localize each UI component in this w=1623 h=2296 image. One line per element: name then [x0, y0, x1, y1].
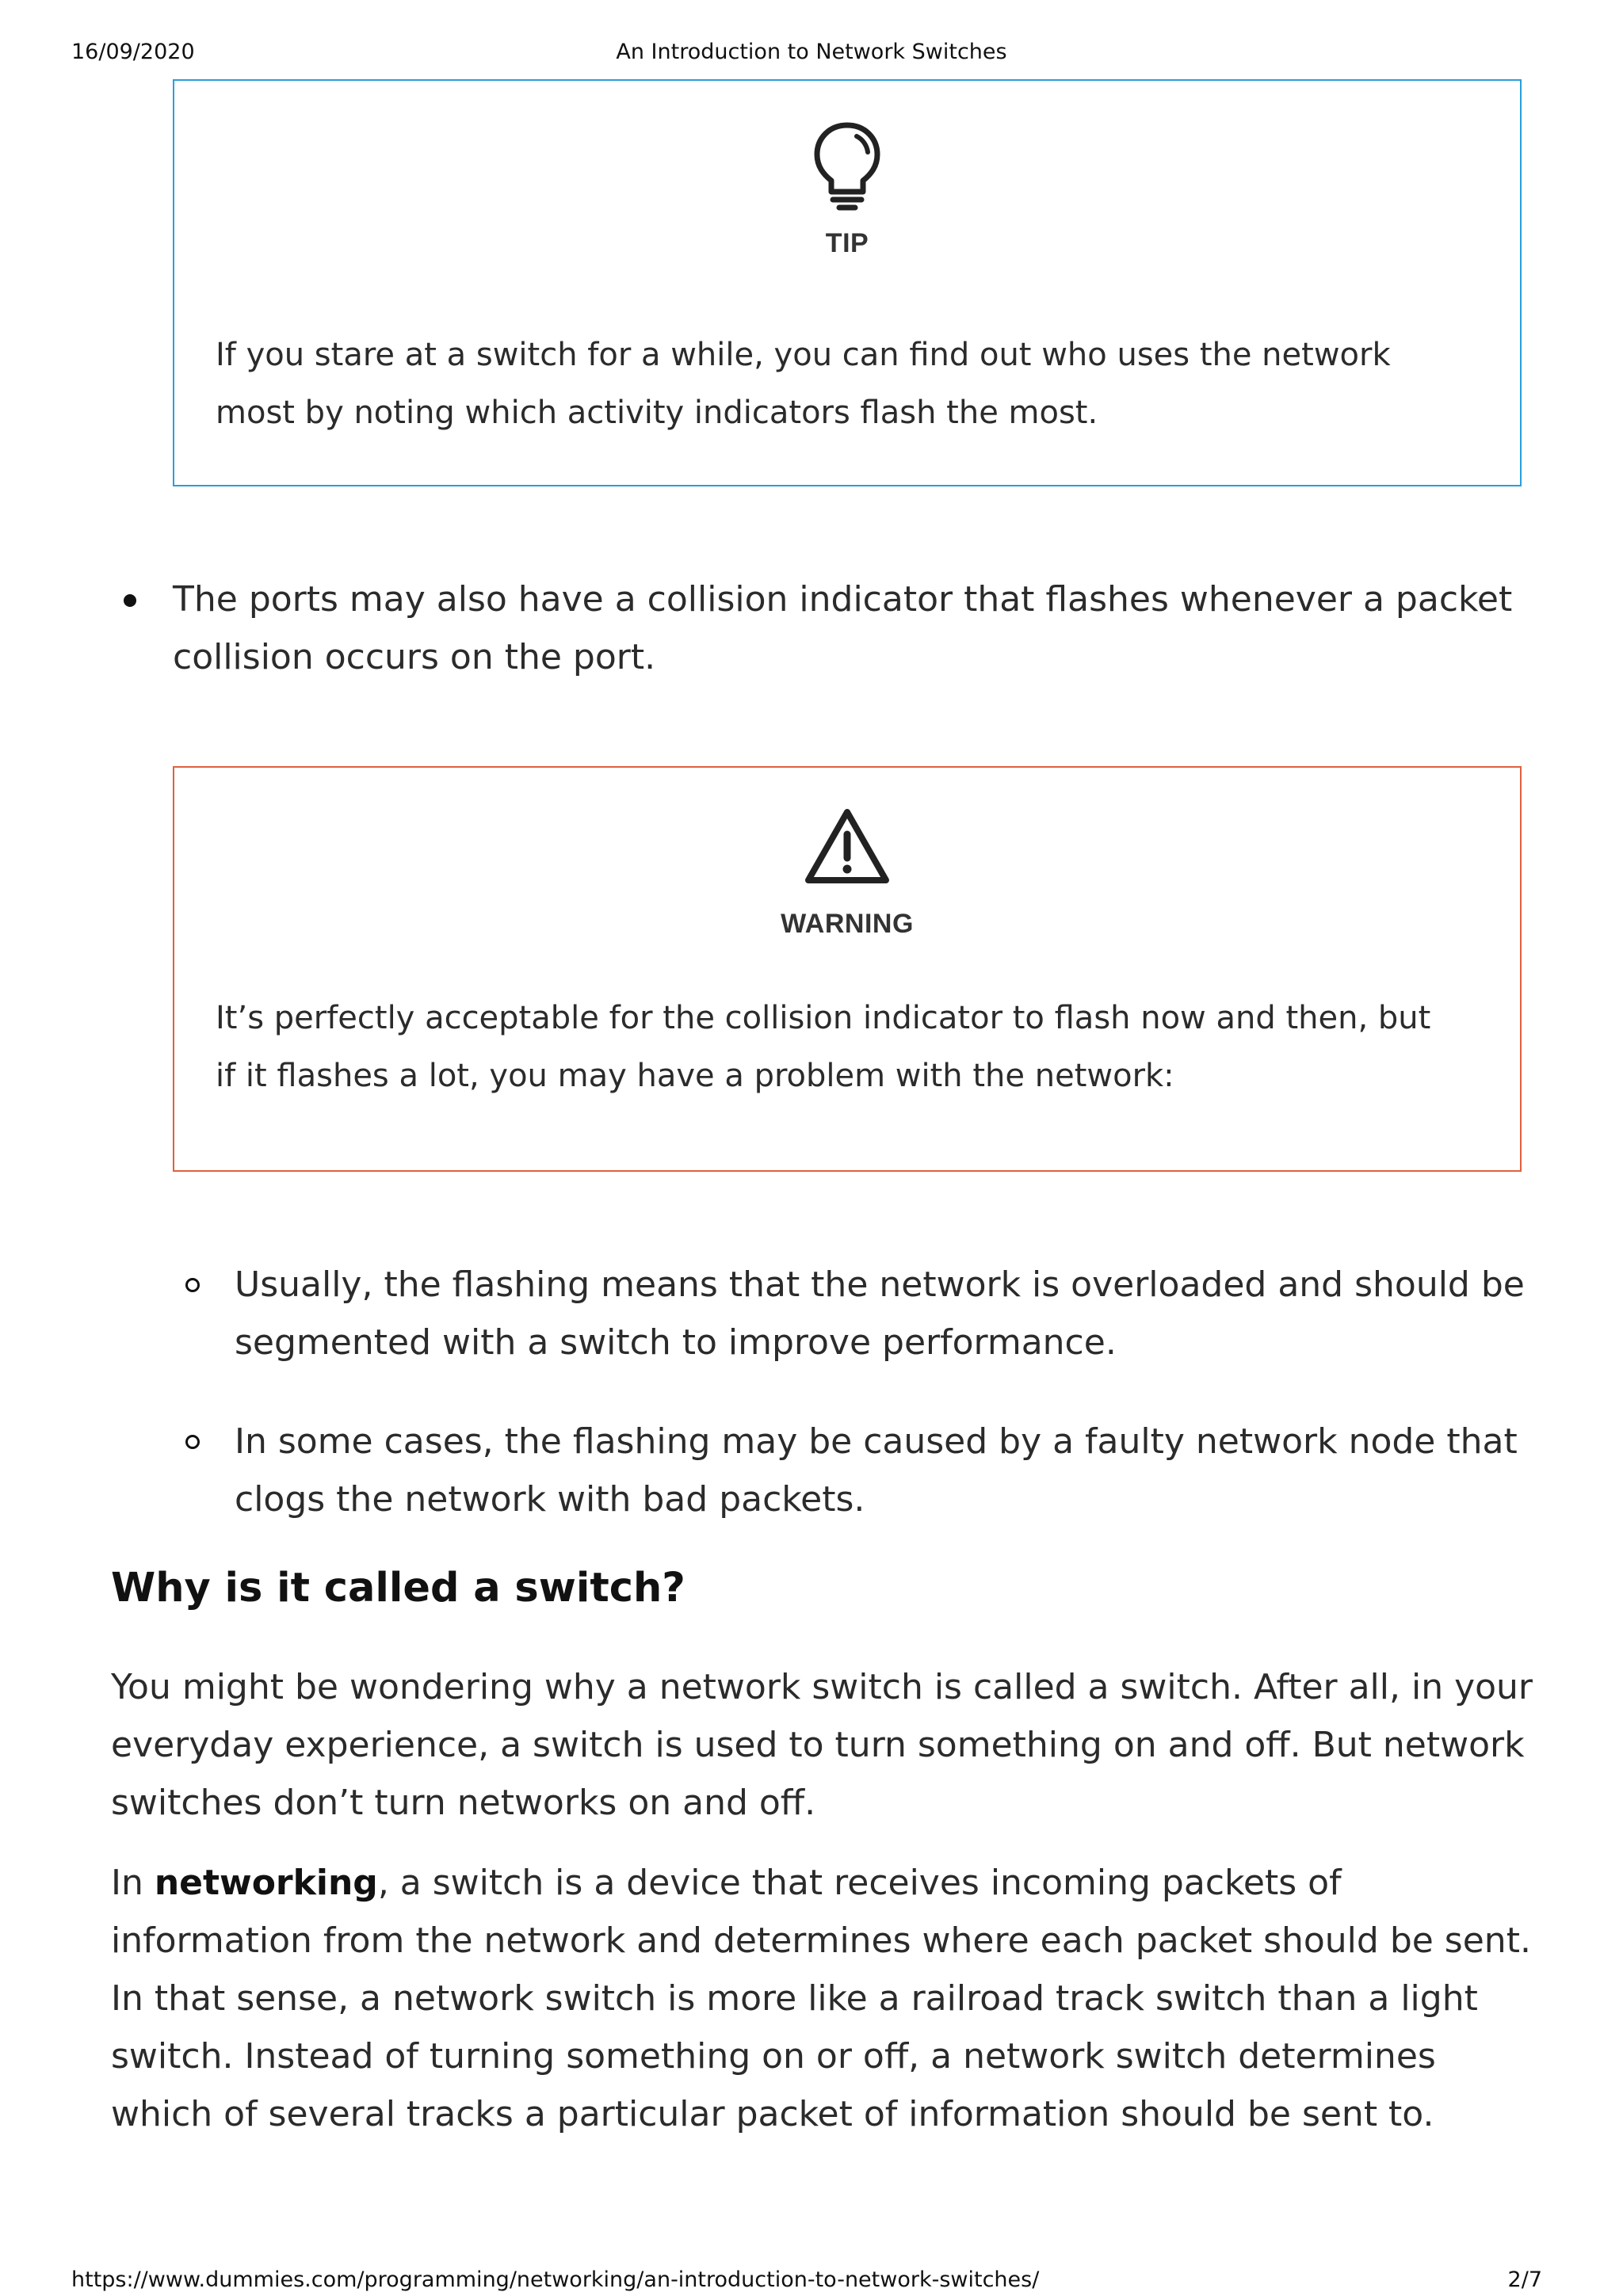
- print-header: [71, 40, 1552, 71]
- list-item-faulty-node: [235, 1413, 1534, 1528]
- tip-label: TIP: [825, 228, 869, 258]
- page-number: 2/7: [1507, 2267, 1542, 2292]
- print-url: https://www.dummies.com/programming/networking/an-introduction-to-network-switches/: [71, 2267, 1040, 2292]
- warning-triangle-icon: [174, 806, 1520, 888]
- tip-callout: [173, 79, 1522, 486]
- warning-text: It’s perfectly acceptable for the collision indicator to flash now and then, but if it flashes a lot, you may have a problem with the network:: [216, 1000, 1431, 1094]
- bullet-text: The ports may also have a collision indicator that flashes whenever a packet collision occurs on the port.: [173, 579, 1513, 677]
- bullet-circle: [185, 1435, 200, 1449]
- paragraph-networking-definition: [111, 1854, 1537, 2143]
- print-date: 16/09/2020: [71, 40, 195, 64]
- bullet-circle: [185, 1278, 200, 1292]
- print-title: An Introduction to Network Switches: [616, 40, 1007, 64]
- networking-link-term: networking: [154, 1863, 378, 1903]
- tip-text: If you stare at a switch for a while, you can find out who uses the network most by noting which activity indicators flash the most.: [216, 337, 1391, 431]
- sub-bullet-text: Usually, the flashing means that the network is overloaded and should be segmented with a switch to improve performance.: [235, 1264, 1525, 1363]
- lightbulb-icon: [174, 119, 1520, 214]
- bullet-disc: [124, 594, 136, 607]
- para-prefix: In: [111, 1863, 155, 1903]
- section-heading: Why is it called a switch?: [111, 1565, 685, 1611]
- list-item-collision-indicator: [173, 570, 1528, 686]
- sub-bullet-text: In some cases, the flashing may be caused by a faulty network node that clogs the network with bad packets.: [235, 1421, 1518, 1520]
- paragraph-why-switch: You might be wondering why a network switch is called a switch. After all, in your everyday experience, a switch is used to turn something on and off. But network switches don’t turn networks on and off.: [111, 1667, 1533, 1823]
- warning-label: WARNING: [781, 909, 914, 939]
- list-item-overloaded: [235, 1256, 1534, 1371]
- para-rest: , a switch is a device that receives incoming packets of information from the network and determines where each packet should be sent. In that sense, a network switch is more like a railroad track switch than a light switch. Instead of turning something on or off, a network switch determines which of several tracks a particular packet of information should be sent to.: [111, 1863, 1531, 2134]
- warning-callout: [173, 766, 1522, 1172]
